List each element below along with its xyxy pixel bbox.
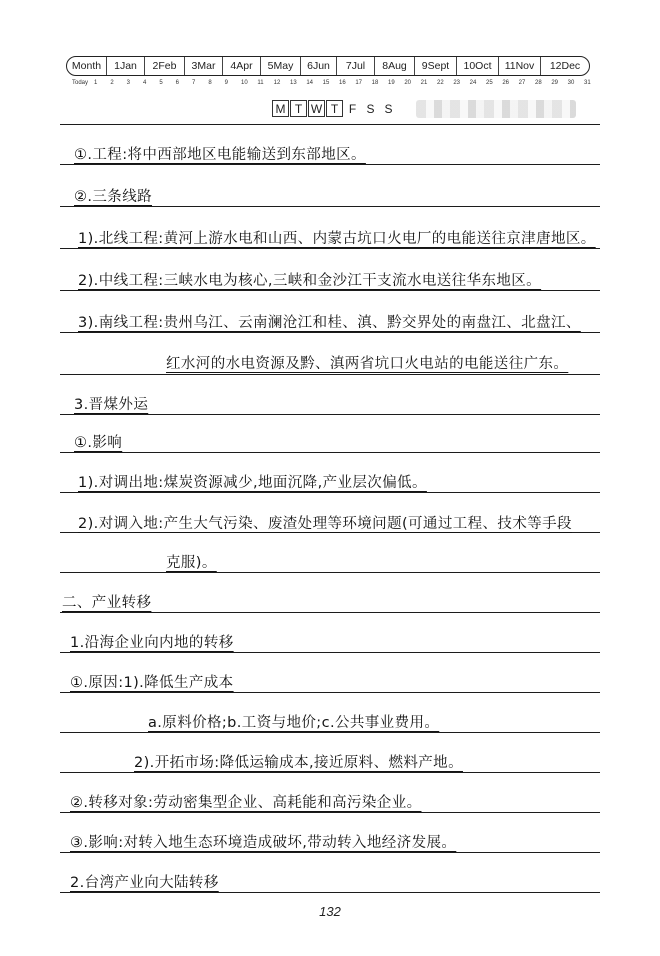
ruled-line xyxy=(60,332,600,333)
day-number: 26 xyxy=(502,80,510,86)
note-line-9: 1).对调出地:煤炭资源减少,地面沉降,产业层次偏低。 xyxy=(78,475,427,491)
note-line-16: 2).开拓市场:降低运输成本,接近原料、燃料产地。 xyxy=(134,755,463,771)
weekday-thu: T xyxy=(326,100,343,117)
ruled-line xyxy=(60,206,600,207)
day-number: 24 xyxy=(469,80,477,86)
month-dec: 12Dec xyxy=(549,60,581,72)
day-number: 23 xyxy=(453,80,461,86)
note-line-8: ①.影响 xyxy=(74,435,123,451)
ruled-line xyxy=(60,124,600,125)
note-line-15: a.原料价格;b.工资与地价;c.公共事业费用。 xyxy=(148,715,440,731)
day-number: 13 xyxy=(290,80,297,86)
month-jan: 1Jan xyxy=(107,57,145,75)
weekday-tue: T xyxy=(290,100,307,117)
ruled-line xyxy=(60,414,600,415)
month-feb: 2Feb xyxy=(145,57,185,75)
ruled-line xyxy=(60,732,600,733)
page-number: 132 xyxy=(319,904,341,919)
month-nov: 11Nov xyxy=(499,57,541,75)
day-number: 4 xyxy=(143,80,147,86)
day-number: 15 xyxy=(322,80,330,86)
day-number: 11 xyxy=(257,80,264,86)
day-number: 20 xyxy=(404,80,412,86)
days-row xyxy=(72,80,592,90)
month-bar xyxy=(66,56,590,76)
day-number: 30 xyxy=(567,80,575,86)
weekday-mon: M xyxy=(272,100,289,117)
day-number: 9 xyxy=(224,80,228,86)
note-line-5: 3).南线工程:贵州乌江、云南澜沧江和桂、滇、黔交界处的南盘江、北盘江、 xyxy=(78,315,581,331)
weekday-row xyxy=(272,100,398,118)
ruled-line xyxy=(60,572,600,573)
day-number: 19 xyxy=(388,80,395,86)
ruled-line xyxy=(60,164,600,165)
day-number: 18 xyxy=(371,80,379,86)
note-line-14: ①.原因:1).降低生产成本 xyxy=(70,675,234,691)
weekday-fri: F xyxy=(348,101,357,116)
ruled-line xyxy=(60,492,600,493)
ruled-line xyxy=(60,772,600,773)
note-line-4: 2).中线工程:三峡水电为核心,三峡和金沙江干支流水电送往华东地区。 xyxy=(78,273,542,289)
today-label: Today xyxy=(72,80,89,86)
ruled-line xyxy=(60,290,600,291)
note-line-17: ②.转移对象:劳动密集型企业、高耗能和高污染企业。 xyxy=(70,795,422,811)
day-number: 31 xyxy=(584,80,591,86)
note-line-12: 二、产业转移 xyxy=(62,595,152,611)
month-label: Month xyxy=(67,57,107,75)
ruled-line xyxy=(60,452,600,453)
month-oct: 10Oct xyxy=(457,57,499,75)
day-number: 21 xyxy=(420,80,428,86)
ruled-line xyxy=(60,374,600,375)
day-number: 3 xyxy=(126,80,130,86)
month-aug: 8Aug xyxy=(375,57,415,75)
ruled-line xyxy=(60,852,600,853)
ruled-line xyxy=(60,692,600,693)
day-number: 5 xyxy=(159,80,163,86)
day-number: 14 xyxy=(306,80,314,86)
day-number: 10 xyxy=(241,80,248,86)
day-number: 8 xyxy=(208,80,212,86)
ruled-line xyxy=(60,248,600,249)
day-number: 7 xyxy=(192,80,196,86)
note-line-13: 1.沿海企业向内地的转移 xyxy=(70,635,234,651)
note-line-18: ③.影响:对转入地生态环境造成破坏,带动转入地经济发展。 xyxy=(70,835,457,851)
ruled-line xyxy=(60,892,600,893)
ruled-line xyxy=(60,812,600,813)
note-line-2: ②.三条线路 xyxy=(74,189,153,205)
note-line-7: 3.晋煤外运 xyxy=(74,397,149,413)
weekday-sun: S xyxy=(384,101,393,116)
day-number: 6 xyxy=(175,80,179,86)
note-line-3: 1).北线工程:黄河上游水电和山西、内蒙古坑口火电厂的电能送往京津唐地区。 xyxy=(78,231,596,247)
day-number: 25 xyxy=(486,80,493,86)
month-may: 5May xyxy=(261,57,301,75)
day-number: 12 xyxy=(273,80,281,86)
day-number: 17 xyxy=(355,80,363,86)
month-sept: 9Sept xyxy=(415,57,457,75)
note-line-1: ①.工程:将中西部地区电能输送到东部地区。 xyxy=(74,147,366,163)
weekday-sat: S xyxy=(366,101,375,116)
note-line-6: 红水河的水电资源及黔、滇两省坑口火电站的电能送往广东。 xyxy=(166,356,569,372)
month-mar: 3Mar xyxy=(185,57,223,75)
day-number: 22 xyxy=(437,80,444,86)
month-apr: 4Apr xyxy=(223,57,261,75)
day-number: 27 xyxy=(518,80,526,86)
day-number: 29 xyxy=(551,80,559,86)
weekday-wed: W xyxy=(308,100,325,117)
note-line-10: 2).对调入地:产生大气污染、废渣处理等环境问题(可通过工程、技术等手段 xyxy=(78,516,572,532)
day-number: 1 xyxy=(94,80,98,86)
ruled-line xyxy=(60,612,600,613)
day-number: 16 xyxy=(339,80,346,86)
note-line-11: 克服)。 xyxy=(166,555,217,571)
ruled-line xyxy=(60,652,600,653)
note-line-19: 2.台湾产业向大陆转移 xyxy=(70,875,219,891)
day-number: 2 xyxy=(110,80,114,86)
month-jul: 7Jul xyxy=(337,57,375,75)
day-number: 28 xyxy=(535,80,542,86)
month-jun: 6Jun xyxy=(301,57,337,75)
smudge-mark xyxy=(416,100,576,118)
